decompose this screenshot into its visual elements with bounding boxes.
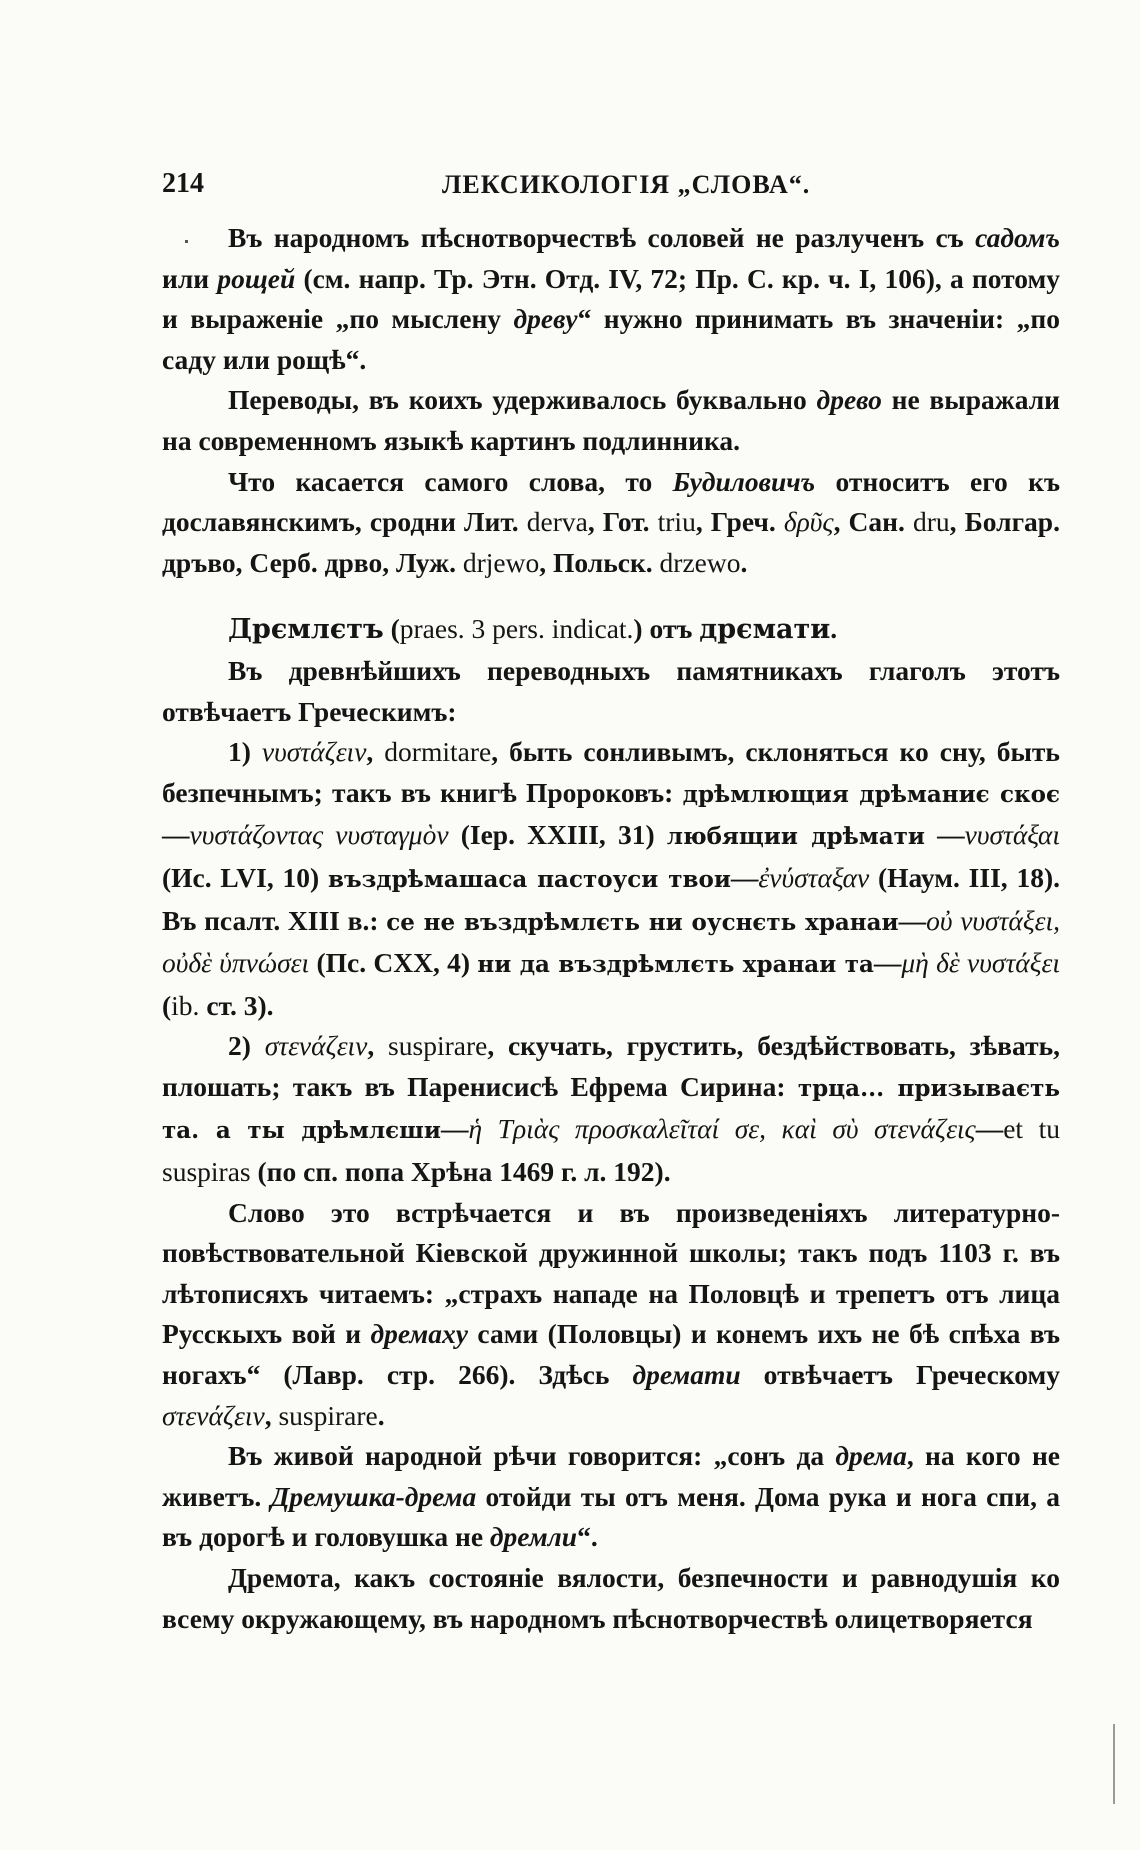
text-run: , скучать, грустить, бездѣйствовать, зѣвать, плошать; такъ въ Паренисисѣ Ефрема Сирина: [162,1030,1060,1102]
text-run: Въ древнѣйшихъ переводныхъ памятникахъ глаголъ этотъ отвѣчаетъ Греческимъ: [162,654,1060,727]
text-run: отойди ты отъ меня. Дома рука и нога спи, а въ дорогѣ и головушка не [162,1480,1061,1553]
paragraph-p9 [162,1436,1060,1558]
text-run-gr: στενάζειν [264,1030,368,1062]
text-run-sl: любящии дрѣмати [666,823,925,851]
text-run: , Гот. [587,506,658,538]
text-run: 1) [228,736,262,768]
text-run-lt: suspirare [278,1399,378,1431]
text-run-gr: νυστάζοντας νυσταγμὸν [189,819,449,851]
text-run-lt: triu [657,506,696,538]
text-run: (Пс. CXX, 4) [309,947,478,979]
text-run: (см. напр. Тр. Этн. Отд. IV, 72; Пр. С. кр. ч. I, 106), а потому и выраженіе „по мыслену [162,262,1060,335]
scan-edge-mark [1113,1724,1115,1804]
text-run: , [366,736,385,768]
text-run: (Ис. LVI, 10) [162,861,328,893]
paragraph-p10 [162,1558,1060,1639]
text-run: — [924,819,965,851]
text-run-it: древу [513,303,578,335]
scan-speck [185,240,188,243]
text-run: , [264,1399,279,1431]
text-run: ( [162,989,172,1021]
text-run: Дремота, какъ состояніе вялости, безпечности и равнодушія ко всему окружающему, въ народномъ пѣснотворчествѣ олицетворяется [162,1562,1060,1634]
text-run: Въ живой народной рѣчи говорится: „сонъ да [228,1440,836,1472]
text-run-gr: δρῦς [783,506,834,538]
text-run: или [162,262,218,294]
text-run-gr: νυστάζειν [261,736,367,768]
text-run-sl: ни да въздрѣмлєть хранаи та [477,951,874,979]
text-run: относитъ его къ дославянскимъ, сродни Лит. [162,465,1060,538]
running-title: ЛЕКСИКОЛОГІЯ „СЛОВА“. [442,170,811,199]
text-run: сами (Половцы) и конемъ ихъ не бѣ спѣха въ ногахъ“ (Лавр. стр. 266). Здѣсь [162,1318,1060,1391]
text-run-it: рощей [217,262,296,294]
text-run: — [162,819,190,851]
text-run-lt: drjewo [462,546,540,578]
text-run-lt: et tu suspiras [162,1113,1060,1188]
text-run-sl: дрѣмлющия дрѣманиє скоє [682,780,1061,808]
text-run: Слово это встрѣчается и въ произведеніяхъ литературно-повѣствовательной Кіевской дружинной школы; такъ подъ 1103 г. въ лѣтописяхъ читаемъ: „страхъ нападе на Половцѣ и трепетъ отъ лица Русскыхъ вой и [162,1196,1060,1350]
body-text [162,218,1060,1639]
text-run: “. [577,1521,598,1553]
text-run: — [898,904,927,936]
text-run: (Iер. XXIII, 31) [448,819,667,851]
text-run-it: Будиловичъ [672,465,816,497]
text-run: (по сп. попа Хрѣна 1469 г. л. 192). [250,1156,671,1188]
text-run-it: Дремушка-дрема [270,1480,477,1512]
text-run-lt: dru [912,506,950,538]
text-run: — [873,947,902,979]
text-run: — [440,1113,469,1145]
text-run: , Болгар. дръво, Серб. дрво, Луж. [162,506,1060,578]
text-run: , [367,1030,389,1062]
text-run-lt: suspirare [388,1030,488,1062]
text-run: — [975,1113,1004,1145]
text-run-it: дремати [632,1359,741,1391]
text-run-lt: praes. 3 pers. indicat. [399,613,634,645]
paragraph-p5 [162,651,1060,732]
paragraph-p3 [162,462,1060,584]
paragraph-p6 [162,732,1060,1026]
text-run: , Польск. [539,546,660,578]
text-run-it: дремли [489,1521,578,1553]
text-run-lt: ib. [171,989,200,1021]
page-header [162,168,1057,208]
text-run-gr: μὴ δὲ νυστάξει [901,947,1060,979]
text-run-lt: drzewo [659,546,741,578]
text-run: . [740,546,748,578]
text-run: Въ народномъ пѣснотворчествѣ соловей не разлученъ съ [228,222,976,253]
paragraph-p8 [162,1193,1060,1437]
text-run-gr: οὐ νυστάξει, οὐδὲ ὑπνώσει [162,904,1060,979]
text-run: (Наум. III, 18). Въ псалт. XIII в.: [162,861,1060,936]
text-run-gr: ἡ Τριὰς προσκαλεῖταί σε, καὶ σὺ στενάζεις [468,1113,976,1145]
text-run: — [730,861,759,893]
text-run-it: дремаху [370,1318,468,1350]
text-run: не выражали на современномъ языкѣ картинъ подлинника. [162,384,1060,456]
text-run: 2) [228,1030,265,1062]
text-run-it: дрема [835,1440,907,1472]
text-run-sl: трца... призываєть та. а ты дрѣмлєши [162,1074,1060,1145]
text-run-hw: дрємати [699,614,831,646]
text-run: , быть сонливымъ, склоняться ко сну, быть безпечнымъ; такъ въ книгѣ Пророковъ: [162,736,1060,808]
text-run: , Сан. [833,506,913,538]
text-run-hw: Дрємлєтъ [228,614,384,646]
paragraph-p7 [162,1026,1060,1192]
paragraph-p2 [162,380,1060,461]
text-run-gr: στενάζειν [162,1399,265,1431]
text-run: . [377,1399,385,1431]
text-run: “ нужно принимать въ значеніи: „по саду или рощѣ“. [162,303,1060,375]
text-run-gr: νυστάξαι [964,819,1060,851]
text-run: отвѣчаетъ Греческому [740,1359,1061,1391]
text-run-gr: ἐνύσταξαν [758,861,870,893]
text-run-lt: dormitare [384,736,492,768]
text-run: . [830,613,838,645]
text-run-it: древо [816,384,882,416]
text-run-sl: се не въздрѣмлєть ни оуснєть хранаи [386,908,899,936]
text-run: , Греч. [695,506,784,538]
text-run: ( [383,613,400,645]
text-run: ) отъ [633,613,700,645]
text-run-sl: въздрѣмашаса пастоуси твои [327,865,731,893]
paragraph-p4 [162,609,1060,651]
paragraph-p1 [162,218,1060,380]
text-run: Что касается самого слова, то [228,465,673,497]
text-run: , на кого не живетъ. [162,1440,1060,1512]
text-run: ст. 3). [199,989,274,1021]
text-run: Переводы, въ коихъ удерживалось буквально [228,384,817,416]
text-run-it: садомъ [975,222,1060,253]
text-run-lt: dervа [526,506,588,538]
page-number: 214 [162,168,204,199]
